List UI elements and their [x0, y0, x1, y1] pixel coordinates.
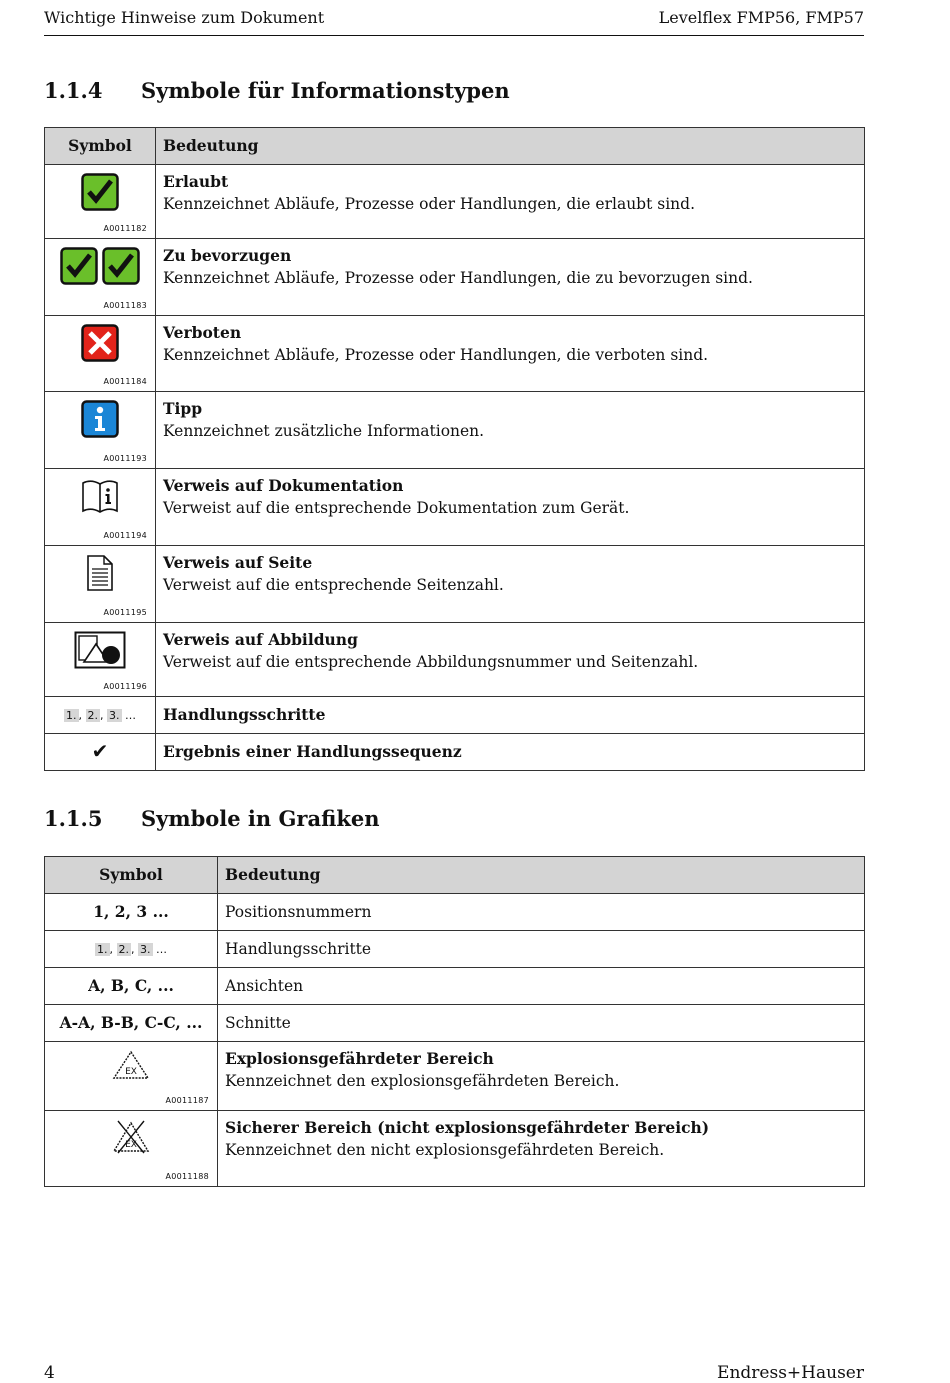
result-check-icon: ✔: [91, 739, 109, 763]
meaning-cell: [218, 1111, 865, 1187]
meaning-title: Verweis auf Dokumentation: [163, 476, 404, 495]
header-product-name: Levelflex FMP56, FMP57: [658, 8, 864, 27]
symbol-cell: 1, 2, 3 ...: [45, 894, 218, 931]
meaning-description: Kennzeichnet Abläufe, Prozesse oder Handlungen, die zu bevorzugen sind.: [163, 269, 753, 287]
meaning-description: Verweist auf die entsprechende Abbildungsnummer und Seitenzahl.: [163, 653, 699, 671]
steps-symbol: [64, 709, 136, 722]
table-row: [45, 623, 865, 697]
symbol-cell: [45, 469, 156, 546]
ex-safe-icon: [112, 1119, 150, 1155]
symbol-cell: [45, 546, 156, 623]
meaning-cell: Handlungsschritte: [156, 697, 865, 734]
separator: ,: [109, 943, 113, 956]
symbol-cell: [45, 239, 156, 316]
cross-red-icon: [81, 324, 119, 362]
table-row: [45, 1005, 865, 1042]
table-row: [45, 165, 865, 239]
meaning-cell: [156, 165, 865, 239]
figure-icon: [74, 631, 126, 669]
footer-brand: Endress+Hauser: [717, 1363, 864, 1383]
meaning-cell: [156, 546, 865, 623]
figure-code: A0011193: [103, 454, 147, 463]
table-row: [45, 392, 865, 469]
meaning-cell: [156, 469, 865, 546]
ex-label: EX: [125, 1140, 137, 1150]
step-1-badge: 1.: [66, 709, 77, 722]
meaning-description: Kennzeichnet Abläufe, Prozesse oder Handlungen, die verboten sind.: [163, 346, 709, 364]
table-row: [45, 894, 865, 931]
table-row: [45, 239, 865, 316]
symbol-cell: [45, 316, 156, 392]
meaning-description: Kennzeichnet Abläufe, Prozesse oder Handlungen, die erlaubt sind.: [163, 195, 695, 213]
meaning-cell: Ergebnis einer Handlungssequenz: [156, 734, 865, 771]
table-row: [45, 546, 865, 623]
step-2-badge: 2.: [118, 943, 129, 956]
symbol-cell: [45, 697, 156, 734]
figure-code: A0011182: [103, 224, 147, 233]
separator: ,: [78, 709, 82, 722]
meaning-cell: Ansichten: [218, 968, 865, 1005]
meaning-cell: [156, 392, 865, 469]
meaning-description: Verweist auf die entsprechende Dokumentation zum Gerät.: [163, 499, 630, 517]
meaning-title: Verweis auf Abbildung: [163, 630, 358, 649]
header-document-section: Wichtige Hinweise zum Dokument: [44, 8, 325, 27]
steps-symbol: [95, 943, 167, 956]
column-header-meaning: Bedeutung: [218, 857, 865, 894]
meaning-title: Verboten: [163, 323, 242, 342]
symbol-cell: [45, 931, 218, 968]
column-header-symbol: Symbol: [45, 128, 156, 165]
figure-code: A0011194: [103, 531, 147, 540]
meaning-cell: Positionsnummern: [218, 894, 865, 931]
meaning-title: Sicherer Bereich (nicht explosionsgefährdeter Bereich): [225, 1118, 710, 1137]
meaning-cell: [218, 1042, 865, 1111]
meaning-title: Zu bevorzugen: [163, 246, 292, 265]
symbol-cell: [45, 165, 156, 239]
table-row: [45, 697, 865, 734]
figure-code: A0011188: [165, 1172, 209, 1181]
ellipsis: …: [125, 709, 136, 722]
symbol-cell: A, B, C, ...: [45, 968, 218, 1005]
section-number: 1.1.4: [44, 78, 103, 103]
meaning-cell: Handlungsschritte: [218, 931, 865, 968]
figure-code: A0011187: [165, 1096, 209, 1105]
table-row: [45, 931, 865, 968]
table-header-row: [45, 128, 865, 165]
symbol-cell: A-A, B-B, C-C, ...: [45, 1005, 218, 1042]
figure-code: A0011183: [103, 301, 147, 310]
page-number: 4: [44, 1363, 55, 1383]
section-title: Symbole in Grafiken: [141, 806, 380, 831]
section-number: 1.1.5: [44, 806, 103, 831]
table-row: [45, 316, 865, 392]
section-title: Symbole für Informationstypen: [141, 78, 510, 103]
graphic-symbols-table: [44, 856, 865, 1187]
figure-code: A0011196: [103, 682, 147, 691]
section-heading-1-1-5: [44, 806, 380, 831]
meaning-title: Verweis auf Seite: [163, 553, 313, 572]
meaning-title: Tipp: [163, 399, 203, 418]
table-row: [45, 469, 865, 546]
figure-code: A0011184: [103, 377, 147, 386]
double-check-green-icon: [60, 247, 140, 285]
ellipsis: …: [156, 943, 167, 956]
meaning-title: Explosionsgefährdeter Bereich: [225, 1049, 494, 1068]
meaning-description: Verweist auf die entsprechende Seitenzahl.: [163, 576, 504, 594]
symbol-cell: [45, 623, 156, 697]
meaning-title: Erlaubt: [163, 172, 229, 191]
symbol-cell: [45, 734, 156, 771]
separator: ,: [131, 943, 135, 956]
symbol-cell: [45, 1042, 218, 1111]
step-2-badge: 2.: [87, 709, 98, 722]
symbol-cell: [45, 392, 156, 469]
table-row: [45, 1111, 865, 1187]
step-3-badge: 3.: [140, 943, 151, 956]
table-row: [45, 968, 865, 1005]
table-header-row: [45, 857, 865, 894]
check-green-icon: [81, 173, 119, 211]
ex-hazard-icon: [112, 1050, 150, 1080]
meaning-cell: [156, 623, 865, 697]
ex-label: EX: [125, 1067, 137, 1077]
meaning-description: Kennzeichnet zusätzliche Informationen.: [163, 422, 485, 440]
page-icon: [85, 554, 115, 592]
table-row: [45, 734, 865, 771]
meaning-cell: Schnitte: [218, 1005, 865, 1042]
column-header-symbol: Symbol: [45, 857, 218, 894]
meaning-description: Kennzeichnet den explosionsgefährdeten Bereich.: [225, 1072, 620, 1090]
meaning-description: Kennzeichnet den nicht explosionsgefährdeten Bereich.: [225, 1141, 665, 1159]
book-info-icon: [80, 477, 120, 515]
section-heading-1-1-4: [44, 78, 510, 103]
figure-code: A0011195: [103, 608, 147, 617]
column-header-meaning: Bedeutung: [156, 128, 865, 165]
meaning-cell: [156, 239, 865, 316]
header-rule: [44, 35, 864, 36]
info-blue-icon: [81, 400, 119, 438]
info-symbols-table: [44, 127, 865, 771]
separator: ,: [100, 709, 104, 722]
step-1-badge: 1.: [97, 943, 108, 956]
meaning-cell: [156, 316, 865, 392]
step-3-badge: 3.: [109, 709, 120, 722]
symbol-cell: [45, 1111, 218, 1187]
table-row: [45, 1042, 865, 1111]
